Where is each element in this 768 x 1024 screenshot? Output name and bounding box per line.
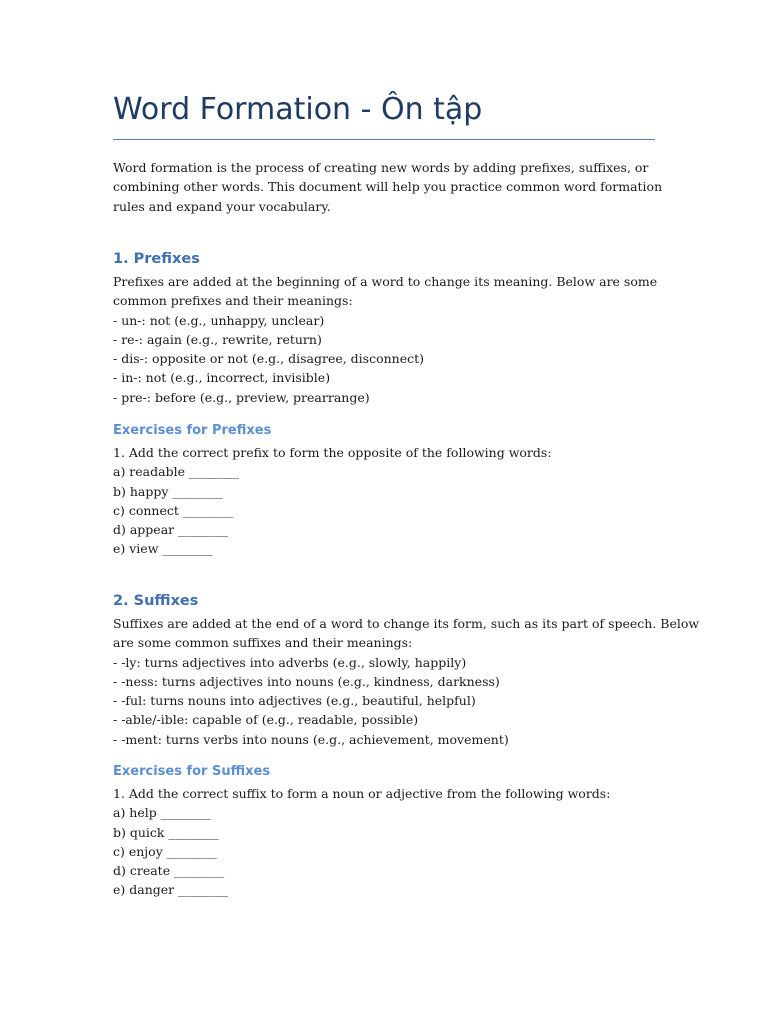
exercise-line: c) enjoy ________ — [113, 843, 217, 859]
suffixes-line: - -ful: turns nouns into adjectives (e.g., beautiful, helpful) — [113, 693, 476, 709]
suffixes-line: are some common suffixes and their meanings: — [113, 635, 413, 651]
page-title: Word Formation - Ôn tập — [113, 92, 483, 127]
prefixes-line: - un-: not (e.g., unhappy, unclear) — [113, 312, 325, 328]
exercise-line: 1. Add the correct suffix to form a noun or adjective from the following words: — [113, 786, 611, 801]
prefixes-line: - in-: not (e.g., incorrect, invisible) — [113, 370, 331, 386]
prefixes-line: - re-: again (e.g., rewrite, return) — [113, 331, 322, 347]
suffixes-body — [113, 614, 700, 749]
prefixes-line: - pre-: before (e.g., preview, prearrange) — [113, 389, 370, 405]
prefixes-line: Prefixes are added at the beginning of a word to change its meaning. Below are some — [113, 274, 658, 289]
suffixes-line: - -ly: turns adjectives into adverbs (e.g., slowly, happily) — [113, 654, 467, 670]
suffixes-line: - -ness: turns adjectives into nouns (e.g., kindness, darkness) — [113, 673, 500, 689]
exercise-line: b) happy ________ — [113, 483, 223, 499]
exercise-line: c) connect ________ — [113, 502, 233, 518]
prefixes-line: common prefixes and their meanings: — [113, 293, 353, 309]
prefix-exercises — [113, 443, 658, 559]
exercise-line: b) quick ________ — [113, 824, 219, 840]
suffix-exercises-heading: Exercises for Suffixes — [113, 764, 271, 779]
exercise-line: 1. Add the correct prefix to form the opposite of the following words: — [113, 445, 552, 460]
intro-line: combining other words. This document will help you practice common word formation — [113, 179, 663, 195]
prefixes-heading: 1. Prefixes — [113, 251, 200, 267]
exercise-line: a) help ________ — [113, 805, 211, 821]
exercise-line: d) appear ________ — [113, 522, 229, 538]
exercise-line: a) readable ________ — [113, 464, 239, 480]
suffix-exercises — [113, 784, 658, 900]
intro-line: Word formation is the process of creating new words by adding prefixes, suffixes, or — [113, 160, 649, 175]
suffixes-heading: 2. Suffixes — [113, 593, 199, 609]
prefixes-body — [113, 272, 658, 407]
intro-line: rules and expand your vocabulary. — [113, 198, 331, 214]
prefixes-line: - dis-: opposite or not (e.g., disagree, disconnect) — [113, 351, 425, 367]
exercise-line: e) danger ________ — [113, 882, 229, 898]
intro-paragraph — [113, 158, 663, 216]
suffixes-line: - -ment: turns verbs into nouns (e.g., achievement, movement) — [113, 731, 509, 747]
prefix-exercises-heading: Exercises for Prefixes — [113, 423, 272, 438]
title-underline — [113, 139, 655, 140]
suffixes-line: Suffixes are added at the end of a word to change its form, such as its part of speech. Below — [113, 616, 700, 631]
suffixes-line: - -able/-ible: capable of (e.g., readable, possible) — [113, 712, 419, 728]
exercise-line: e) view ________ — [113, 541, 213, 557]
exercise-line: d) create ________ — [113, 863, 225, 879]
